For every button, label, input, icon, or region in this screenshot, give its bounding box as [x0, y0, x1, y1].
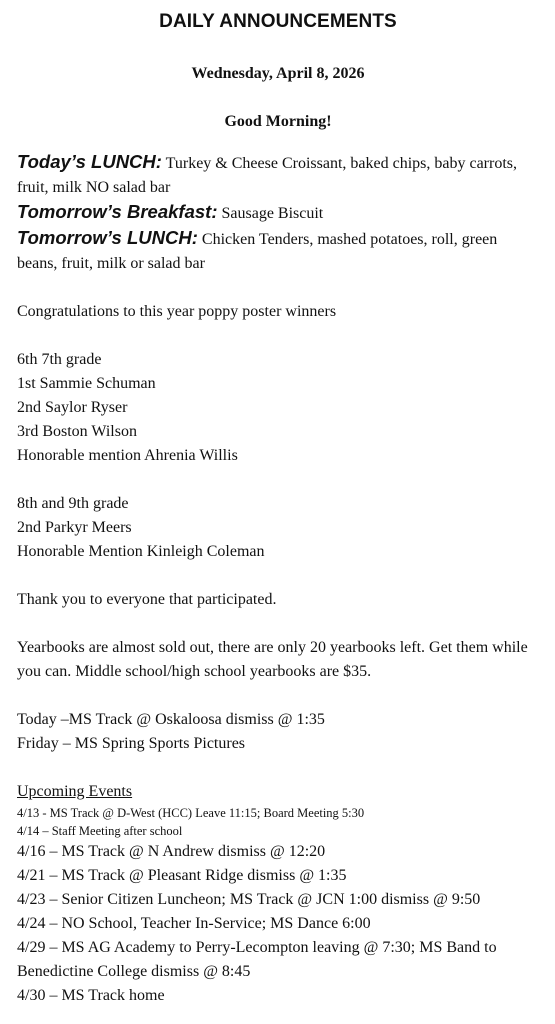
upcoming-events-heading: Upcoming Events: [17, 783, 133, 800]
upcoming-event: 4/21 – MS Track @ Pleasant Ridge dismiss @ 1:35: [17, 867, 347, 884]
yearbook-notice: Yearbooks are almost sold out, there are only 20 yearbooks left. Get them while you can. Middle school/high school yearbooks are $35.: [17, 639, 528, 680]
today-event: Friday – MS Spring Sports Pictures: [17, 735, 246, 752]
upcoming-event: 4/30 – MS Track home: [17, 987, 165, 1004]
upcoming-event: 4/16 – MS Track @ N Andrew dismiss @ 12:20: [17, 843, 326, 860]
tomorrow-lunch: [17, 226, 539, 276]
today-lunch-label: Today’s LUNCH:: [17, 151, 162, 172]
poster-winner: 2nd Parkyr Meers: [17, 519, 132, 536]
poster-winner: Honorable Mention Kinleigh Coleman: [17, 543, 265, 560]
upcoming-event-small: 4/14 – Staff Meeting after school: [17, 824, 183, 838]
upcoming-event: 4/29 – MS AG Academy to Perry-Lecompton leaving @ 7:30; MS Band to Benedictine College dismiss @ 8:45: [17, 939, 497, 980]
tomorrow-breakfast: [17, 200, 539, 226]
upcoming-event: 4/23 – Senior Citizen Luncheon; MS Track @ JCN 1:00 dismiss @ 9:50: [17, 891, 481, 908]
menu-section: [17, 150, 539, 276]
today-lunch: [17, 150, 539, 200]
poster-winner: 3rd Boston Wilson: [17, 423, 137, 440]
poster-group2-heading: 8th and 9th grade: [17, 495, 129, 512]
upcoming-event-small: 4/13 - MS Track @ D-West (HCC) Leave 11:15; Board Meeting 5:30: [17, 806, 365, 820]
tomorrow-breakfast-label: Tomorrow’s Breakfast:: [17, 201, 218, 222]
document-title: DAILY ANNOUNCEMENTS: [159, 11, 397, 32]
poster-winner: 2nd Saylor Ryser: [17, 399, 128, 416]
greeting: Good Morning!: [224, 113, 332, 130]
poster-winner: Honorable mention Ahrenia Willis: [17, 447, 238, 464]
poster-group1-heading: 6th 7th grade: [17, 351, 102, 368]
poster-thanks: Thank you to everyone that participated.: [17, 591, 277, 608]
announcement-date: Wednesday, April 8, 2026: [191, 65, 365, 82]
today-lunch-text: Turkey & Cheese Croissant, baked chips, baby carrots, fruit, milk NO salad bar: [17, 155, 517, 196]
poster-intro: Congratulations to this year poppy poster winners: [17, 303, 337, 320]
upcoming-event: 4/24 – NO School, Teacher In-Service; MS Dance 6:00: [17, 915, 371, 932]
today-event: Today –MS Track @ Oskaloosa dismiss @ 1:35: [17, 711, 325, 728]
tomorrow-lunch-label: Tomorrow’s LUNCH:: [17, 227, 198, 248]
tomorrow-breakfast-text: Sausage Biscuit: [217, 205, 324, 222]
poster-winner: 1st Sammie Schuman: [17, 375, 156, 392]
tomorrow-lunch-text: Chicken Tenders, mashed potatoes, roll, green beans, fruit, milk or salad bar: [17, 231, 498, 272]
